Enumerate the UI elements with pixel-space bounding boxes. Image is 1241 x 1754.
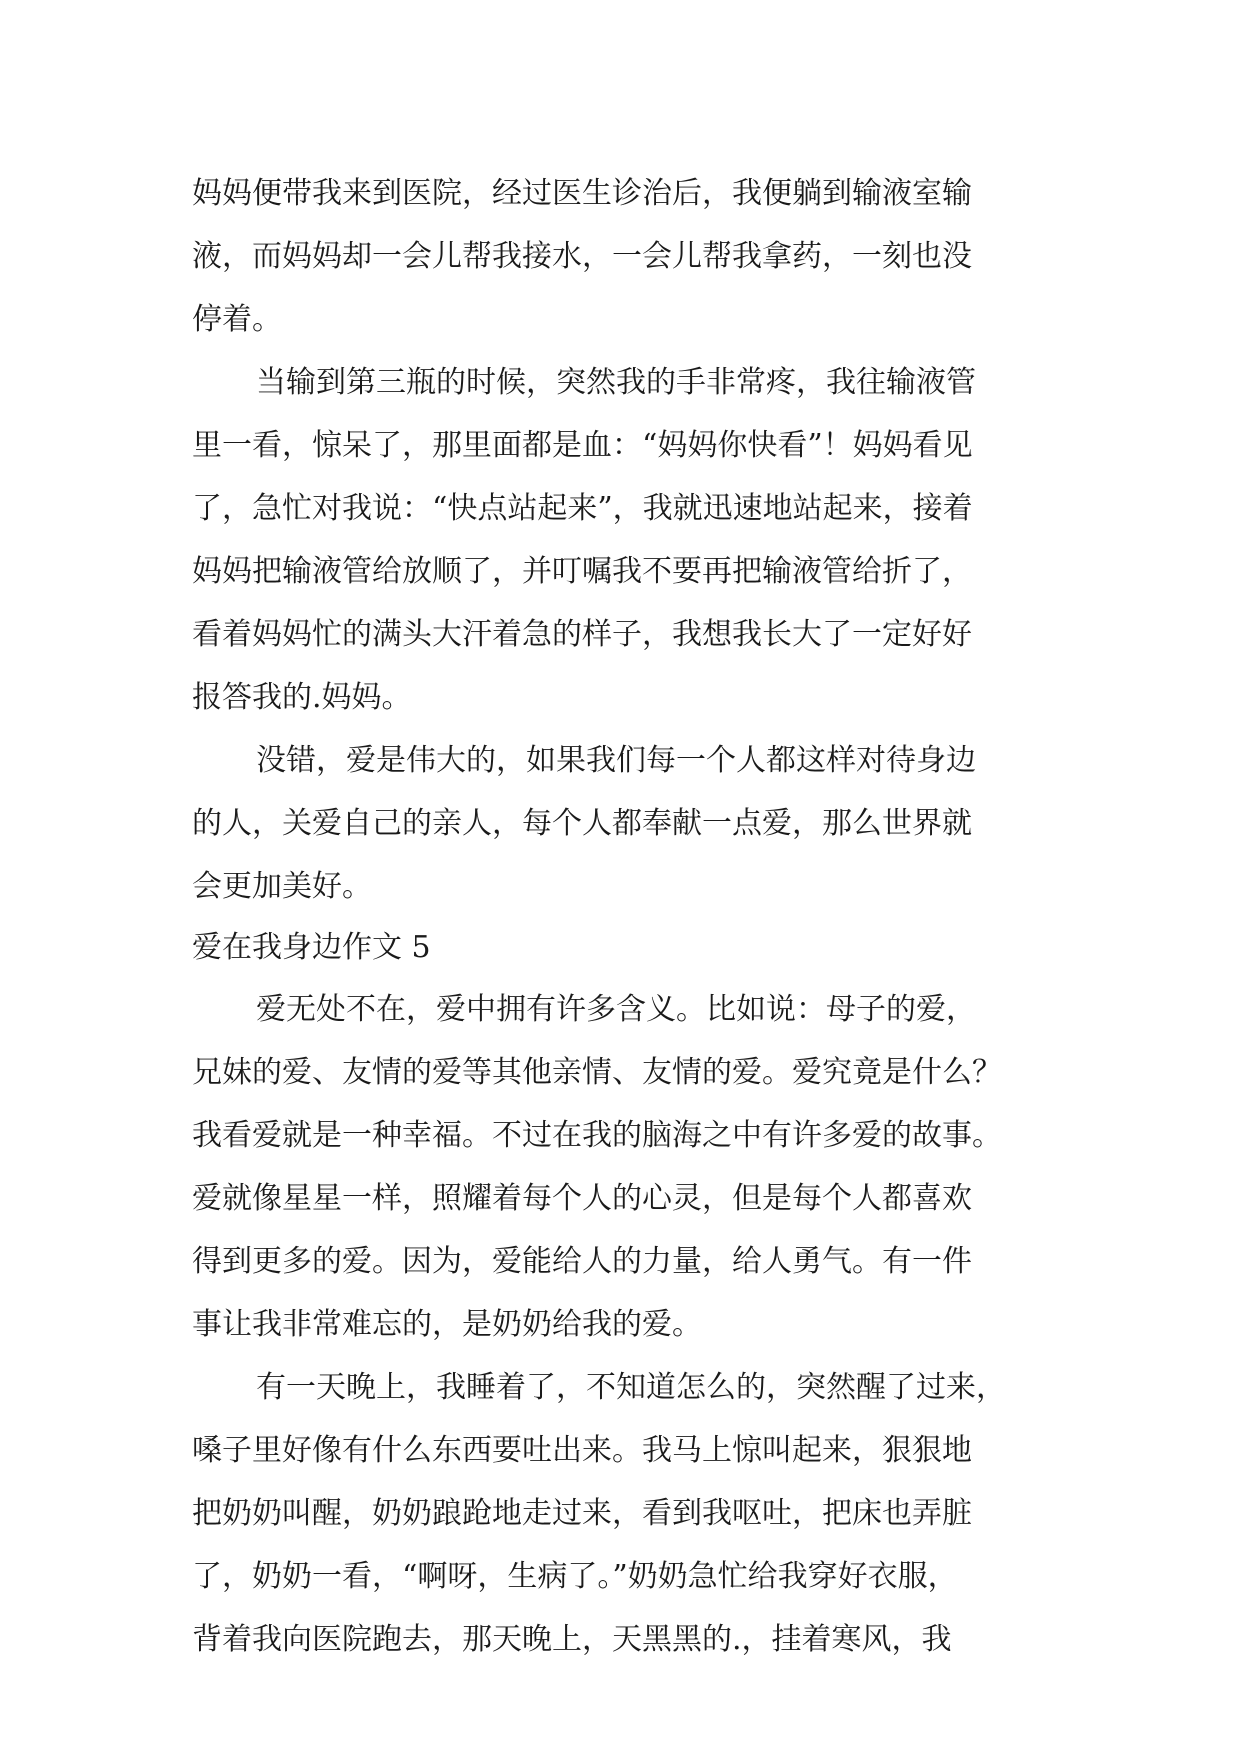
text-line: 没错，爱是伟大的，如果我们每一个人都这样对待身边 (256, 743, 976, 778)
text-line: 里一看，惊呆了，那里面都是血：“妈妈你快看”！妈妈看见 (192, 428, 973, 463)
text-line: 妈妈把输液管给放顺了，并叮嘱我不要再把输液管给折了， (192, 554, 972, 589)
text-line: 报答我的.妈妈。 (192, 680, 412, 715)
paragraph-5 (192, 1356, 1072, 1671)
text-line: 妈妈便带我来到医院，经过医生诊治后，我便躺到输液室输 (192, 176, 972, 211)
text-line: 背着我向医院跑去，那天晚上，天黑黑的.，挂着寒风，我 (192, 1622, 952, 1657)
text-line: 我看爱就是一种幸福。不过在我的脑海之中有许多爱的故事。 (192, 1118, 1002, 1153)
text-line: 事让我非常难忘的，是奶奶给我的爱。 (192, 1307, 702, 1342)
paragraph-2 (192, 351, 1072, 729)
paragraph-4 (192, 978, 1072, 1356)
paragraph-3 (192, 729, 1072, 918)
text-line: 了，急忙对我说：“快点站起来”，我就迅速地站起来，接着 (192, 491, 973, 526)
text-line: 液，而妈妈却一会儿帮我接水，一会儿帮我拿药，一刻也没 (192, 239, 972, 274)
paragraph-1 (192, 162, 1072, 351)
text-line: 兄妹的爱、友情的爱等其他亲情、友情的爱。爱究竟是什么？ (192, 1055, 1002, 1090)
section-title: 爱在我身边作文 5 (192, 930, 431, 965)
text-line: 了，奶奶一看，“啊呀，生病了。”奶奶急忙给我穿好衣服， (192, 1559, 958, 1594)
document-body (192, 162, 1072, 1671)
text-line: 的人，关爱自己的亲人，每个人都奉献一点爱，那么世界就 (192, 806, 972, 841)
text-line: 会更加美好。 (192, 869, 372, 904)
text-line: 停着。 (192, 302, 282, 337)
text-line: 嗓子里好像有什么东西要吐出来。我马上惊叫起来，狠狠地 (192, 1433, 972, 1468)
text-line: 爱就像星星一样，照耀着每个人的心灵，但是每个人都喜欢 (192, 1181, 972, 1216)
text-line: 得到更多的爱。因为，爱能给人的力量，给人勇气。有一件 (192, 1244, 972, 1279)
text-line: 爱无处不在，爱中拥有许多含义。比如说：母子的爱， (256, 992, 976, 1027)
text-line: 把奶奶叫醒，奶奶踉跄地走过来，看到我呕吐，把床也弄脏 (192, 1496, 972, 1531)
text-line: 有一天晚上，我睡着了，不知道怎么的，突然醒了过来， (256, 1370, 1006, 1405)
text-line: 看着妈妈忙的满头大汗着急的样子，我想我长大了一定好好 (192, 617, 972, 652)
text-line: 当输到第三瓶的时候，突然我的手非常疼，我往输液管 (256, 365, 976, 400)
